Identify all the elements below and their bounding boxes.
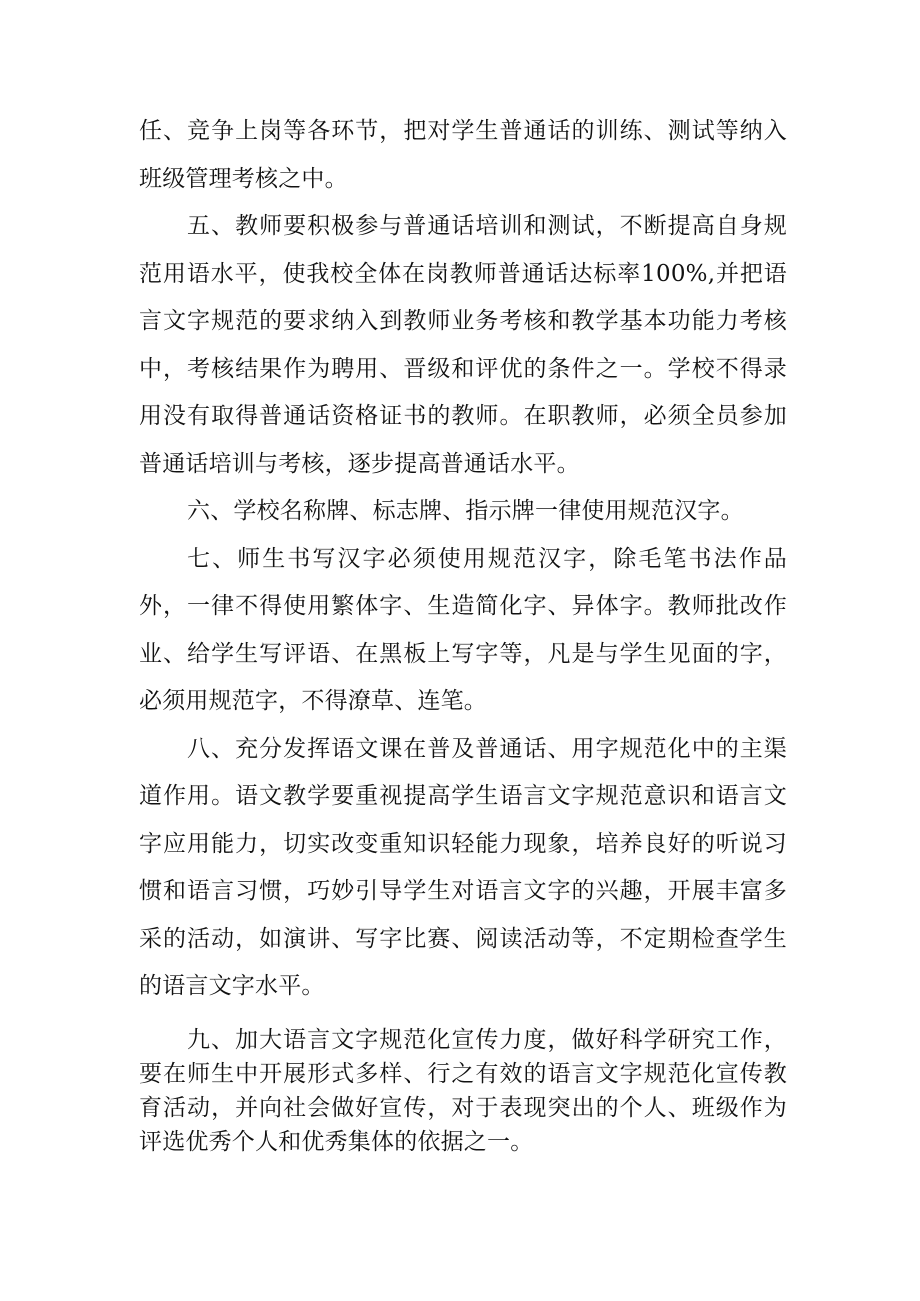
paragraph-item-8: 八、充分发挥语文课在普及普通话、用字规范化中的主渠道作用。语文教学要重视提高学生语言文字规范意识和语言文字应用能力，切实改变重知识轻能力现象，培养良好的听说习惯和语言习惯，巧妙引导学生对语言文字的兴趣，开展丰富多采的活动，如演讲、写字比赛、阅读活动等，不定期检查学生的语言文字水平。 [139, 735, 787, 999]
paragraph-continuation: 任、竞争上岗等各环节，把对学生普通话的训练、测试等纳入班级管理考核之中。 [139, 118, 787, 192]
paragraph-item-5: 五、教师要积极参与普通话培训和测试，不断提高自身规范用语水平，使我校全体在岗教师普通话达标率100%,并把语言文字规范的要求纳入到教师业务考核和教学基本功能力考核中，考核结果作为聘用、晋级和评优的条件之一。学校不得录用没有取得普通话资格证书的教师。在职教师，必须全员参加普通话培训与考核，逐步提高普通话水平。 [139, 213, 787, 477]
paragraph-item-9: 九、加大语言文字规范化宣传力度，做好科学研究工作，要在师生中开展形式多样、行之有效的语言文字规范化宣传教育活动，并向社会做好宣传，对于表现突出的个人、班级作为评选优秀个人和优秀集体的依据之一。 [139, 1026, 787, 1155]
document-page [139, 108, 787, 1159]
paragraph-item-6: 六、学校名称牌、标志牌、指示牌一律使用规范汉字。 [187, 498, 744, 524]
paragraph-item-7: 七、师生书写汉字必须使用规范汉字，除毛笔书法作品外，一律不得使用繁体字、生造简化字、异体字。教师批改作业、给学生写评语、在黑板上写字等，凡是与学生见面的字，必须用规范字，不得潦草、连笔。 [139, 545, 787, 714]
